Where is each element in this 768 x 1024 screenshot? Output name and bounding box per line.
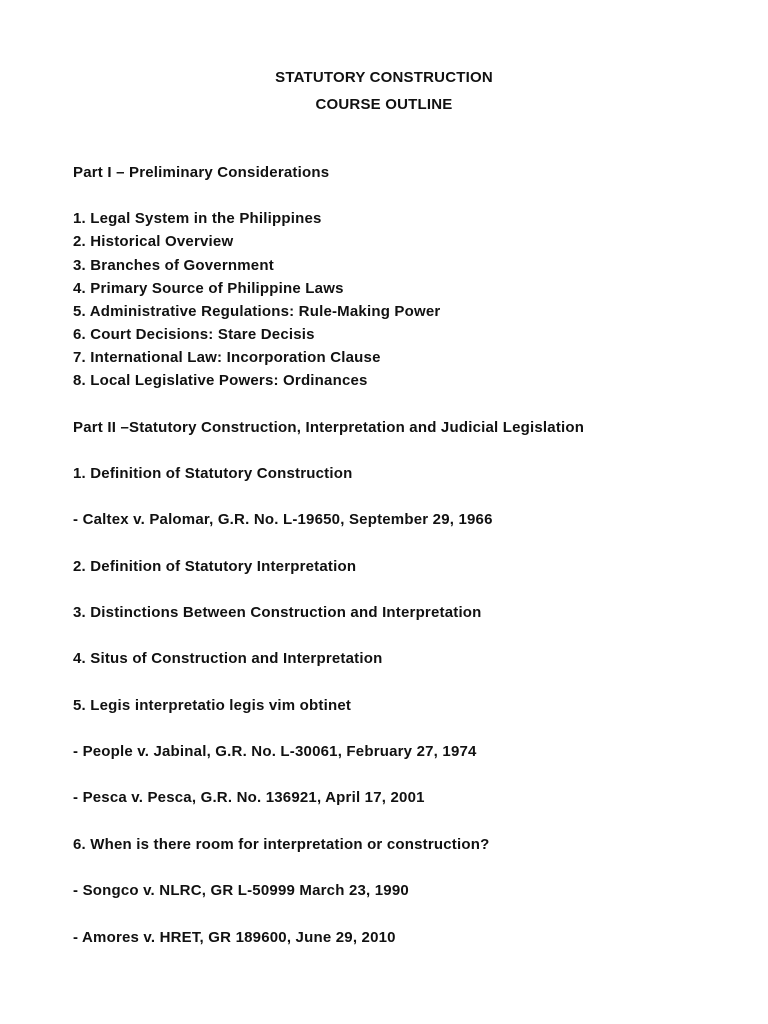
outline-item: 2. Definition of Statutory Interpretation (73, 558, 357, 575)
outline-item: 2. Historical Overview (73, 233, 234, 250)
part-two-heading: Part II –Statutory Construction, Interpretation and Judicial Legislation (73, 419, 585, 436)
case-citation: - People v. Jabinal, G.R. No. L-30061, February 27, 1974 (73, 743, 477, 760)
outline-item: 6. Court Decisions: Stare Decisis (73, 326, 315, 343)
outline-item: 6. When is there room for interpretation or construction? (73, 836, 490, 853)
case-citation: - Amores v. HRET, GR 189600, June 29, 2010 (73, 929, 396, 946)
document-subtitle: COURSE OUTLINE (315, 96, 453, 113)
outline-item: 3. Distinctions Between Construction and Interpretation (73, 604, 482, 621)
outline-item: 4. Primary Source of Philippine Laws (73, 280, 344, 297)
case-citation: - Caltex v. Palomar, G.R. No. L-19650, September 29, 1966 (73, 511, 493, 528)
document-title: STATUTORY CONSTRUCTION (275, 69, 493, 86)
outline-item: 3. Branches of Government (73, 257, 274, 274)
case-citation: - Pesca v. Pesca, G.R. No. 136921, April 17, 2001 (73, 789, 425, 806)
outline-item: 7. International Law: Incorporation Clause (73, 349, 381, 366)
outline-item: 8. Local Legislative Powers: Ordinances (73, 372, 368, 389)
outline-item: 1. Definition of Statutory Construction (73, 465, 353, 482)
outline-item: 1. Legal System in the Philippines (73, 210, 322, 227)
outline-item: 5. Administrative Regulations: Rule-Making Power (73, 303, 441, 320)
case-citation: - Songco v. NLRC, GR L-50999 March 23, 1990 (73, 882, 409, 899)
outline-item: 4. Situs of Construction and Interpretation (73, 650, 383, 667)
outline-item: 5. Legis interpretatio legis vim obtinet (73, 697, 352, 714)
part-one-heading: Part I – Preliminary Considerations (73, 164, 330, 181)
